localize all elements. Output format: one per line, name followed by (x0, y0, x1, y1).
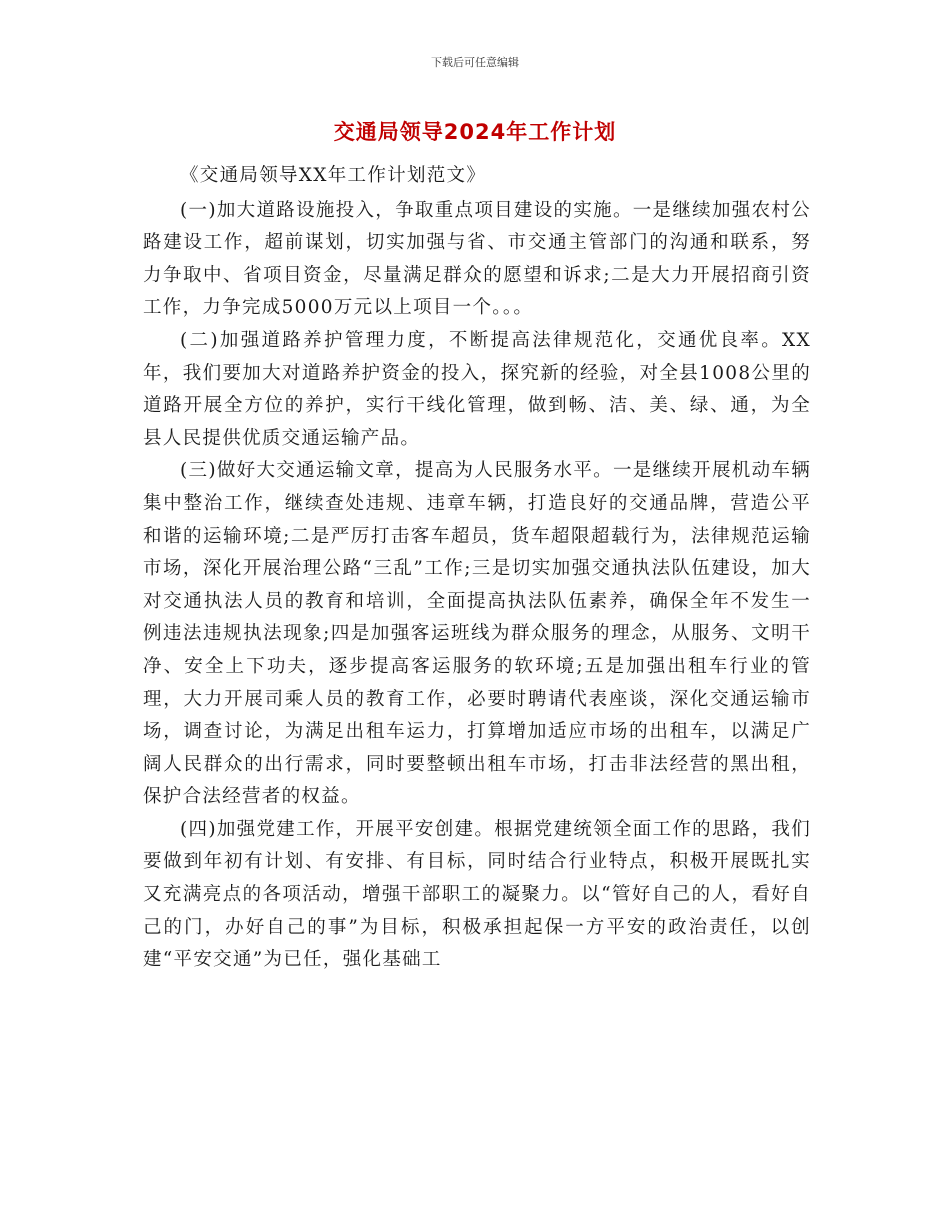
document-title: 交通局领导2024年工作计划 (333, 120, 617, 144)
paragraph-1: (一)加大道路设施投入，争取重点项目建设的实施。一是继续加强农村公路建设工作，超前谋划，切实加强与省、市交通主管部门的沟通和联系，努力争取中、省项目资金，尽量满足群众的愿望和诉求;二是大力开展招商引资工作，力争完成5000万元以上项目一个。。。 (143, 199, 811, 319)
paragraph-2: (二)加强道路养护管理力度，不断提高法律规范化，交通优良率。XX年，我们要加大对道路养护资金的投入，探究新的经验，对全县1008公里的道路开展全方位的养护，实行干线化管理，做到畅、洁、美、绿、通，为全县人民提供优质交通运输产品。 (143, 329, 811, 449)
paragraph-4: (四)加强党建工作，开展平安创建。根据党建统领全面工作的思路，我们要做到年初有计划、有安排、有目标，同时结合行业特点，积极开展既扎实又充满亮点的各项活动，增强干部职工的凝聚力。以“管好自己的人，看好自己的门，办好自己的事”为目标，积极承担起保一方平安的政治责任，以创建“平安交通”为已任，强化基础工 (143, 818, 811, 971)
paragraph-3: (三)做好大交通运输文章，提高为人民服务水平。一是继续开展机动车辆集中整治工作，继续查处违规、违章车辆，打造良好的交通品牌，营造公平和谐的运输环境;二是严厉打击客车超员，货车超限超载行为，法律规范运输市场，深化开展治理公路“三乱”工作;三是切实加强交通执法队伍建设，加大对交通执法人员的教育和培训，全面提高执法队伍素养，确保全年不发生一例违法违规执法现象;四是加强客运班线为群众服务的理念，从服务、文明干净、安全上下功夫，逐步提高客运服务的软环境;五是加强出租车行业的管理，大力开展司乘人员的教育工作，必要时聘请代表座谈，深化交通运输市场，调查讨论，为满足出租车运力，打算增加适应市场的出租车，以满足广阔人民群众的出行需求，同时要整顿出租车市场，打击非法经营的黑出租，保护合法经营者的权益。 (143, 460, 811, 808)
document-subtitle: 《交通局领导XX年工作计划范文》 (180, 165, 487, 186)
document-body (143, 160, 811, 977)
header-note: 下载后可任意编辑 (431, 56, 519, 69)
